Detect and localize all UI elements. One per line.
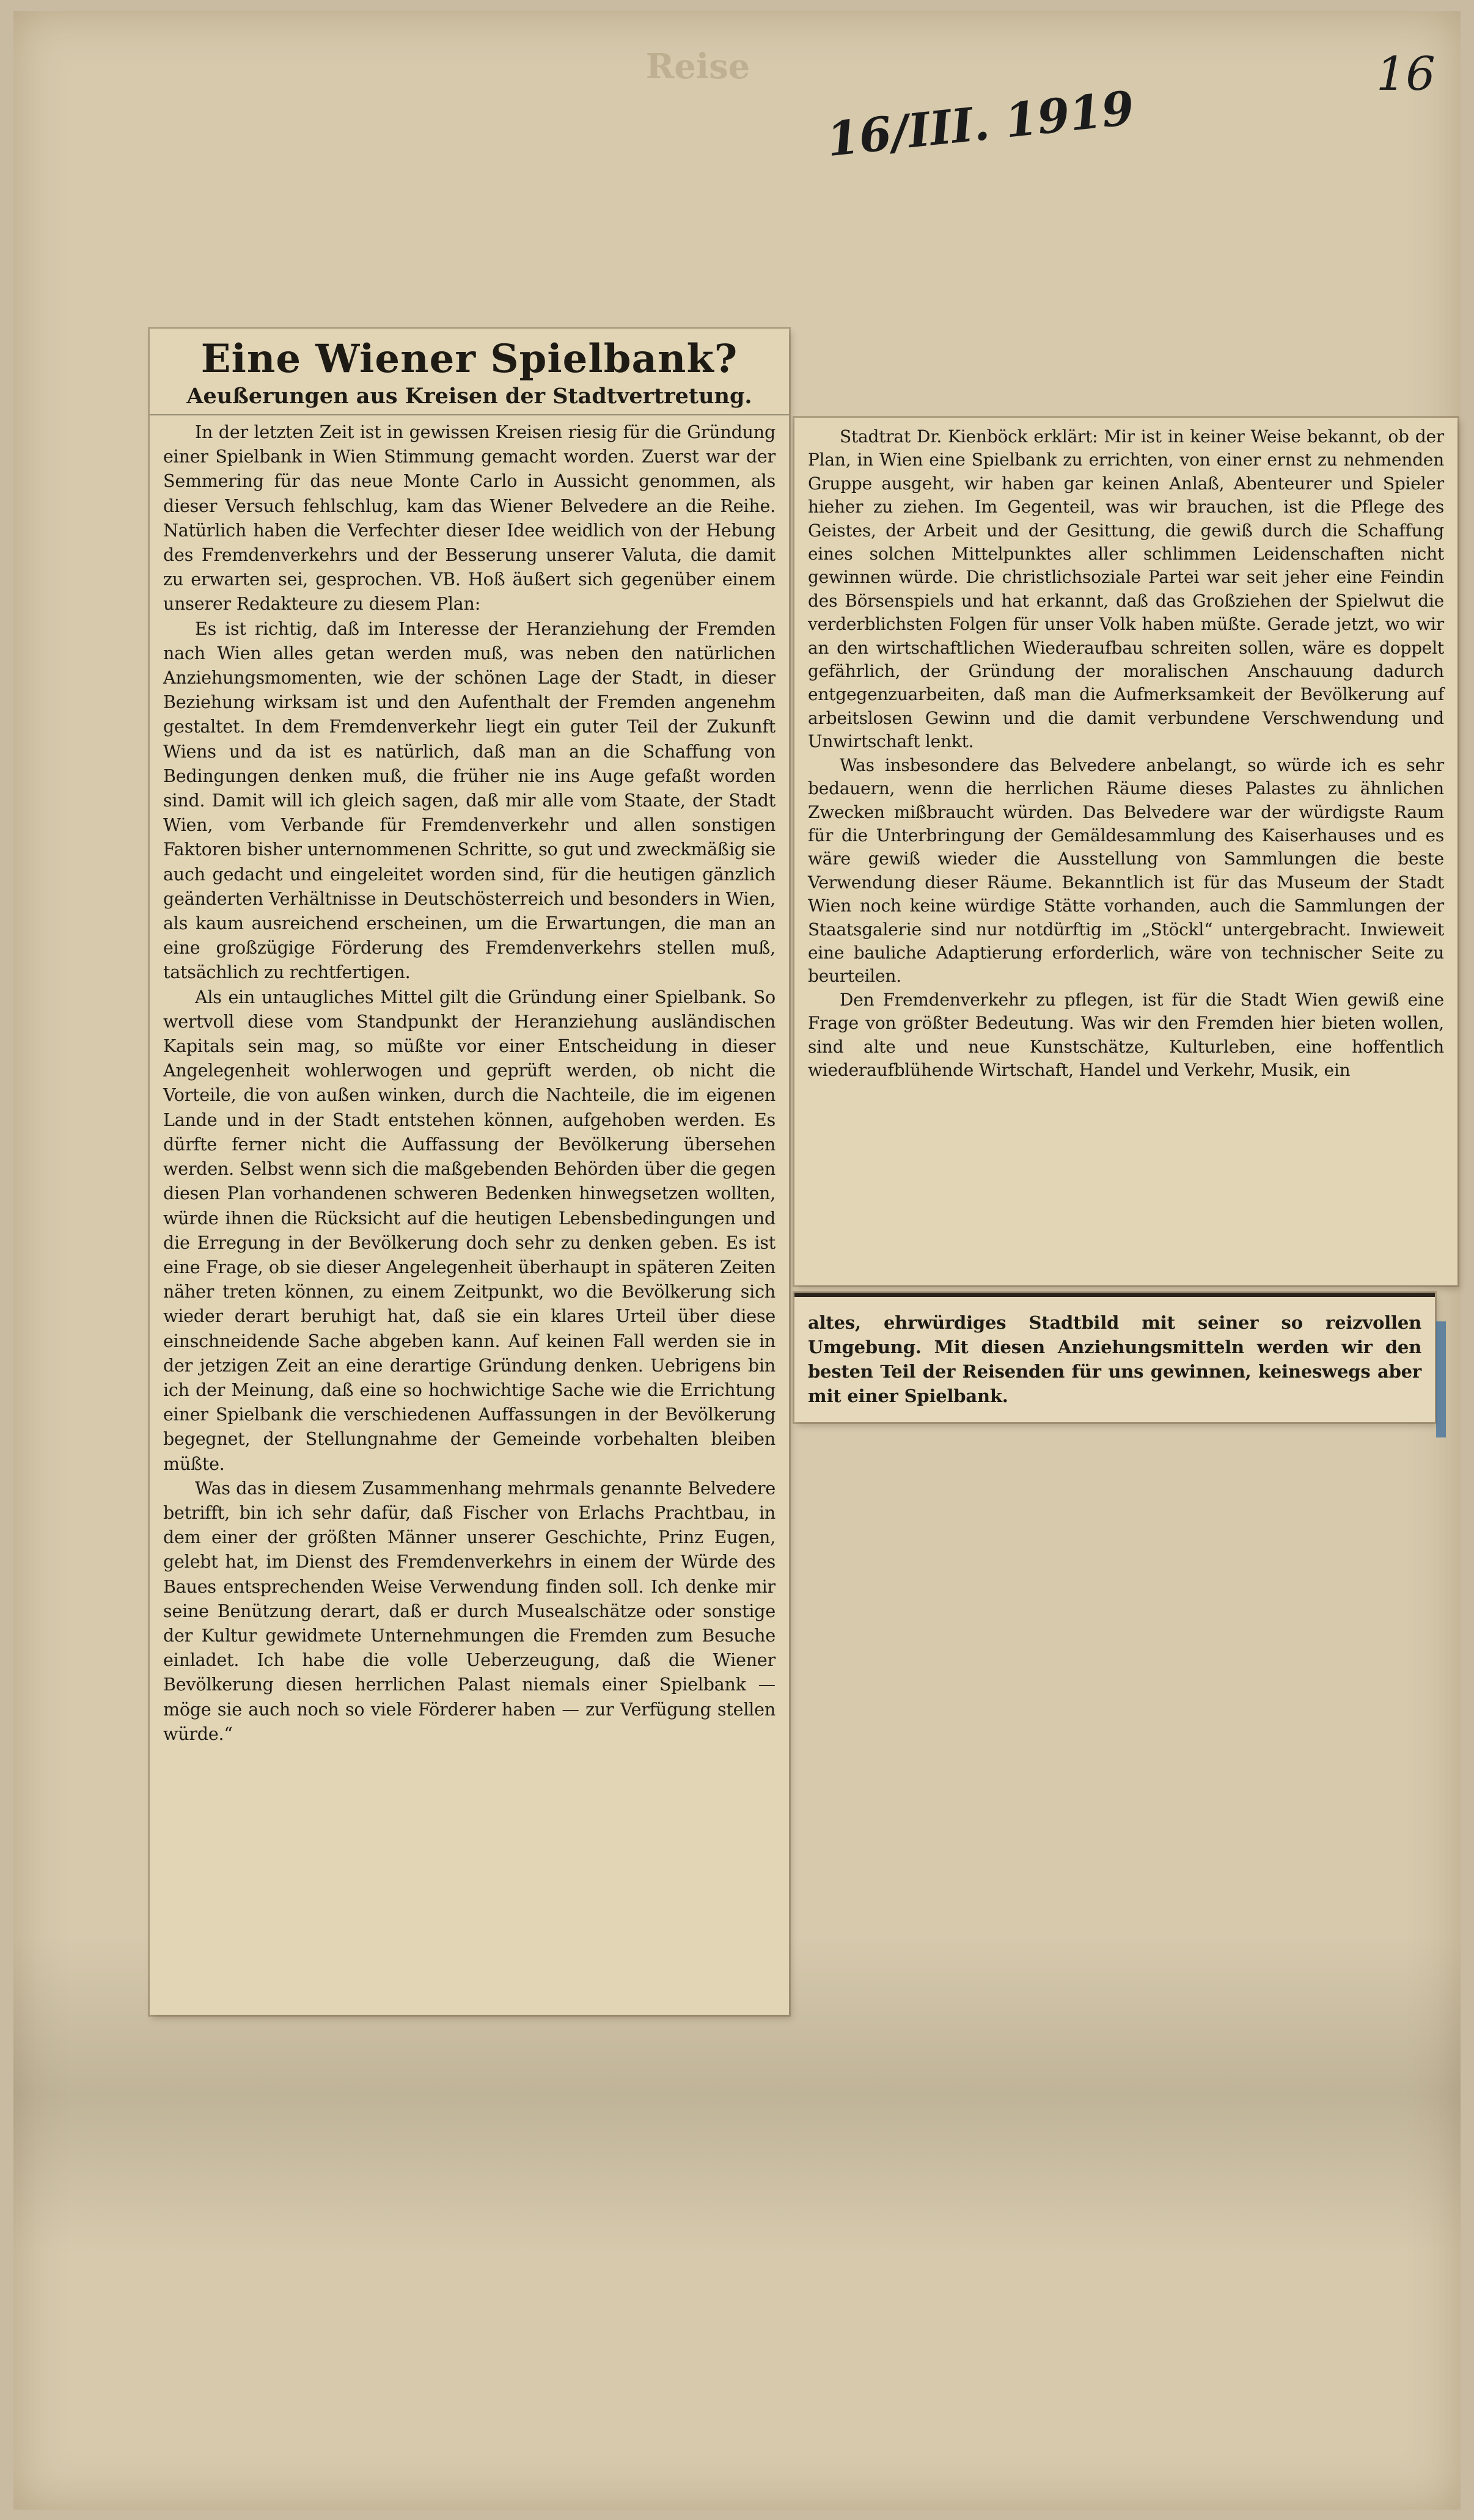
article-body	[150, 415, 789, 1751]
article-subtitle: Aeußerungen aus Kreisen der Stadtvertretung.	[150, 382, 789, 415]
right-paragraph: Was insbesondere das Belvedere anbelangt, so würde ich es sehr bedauern, wenn die herrlichen Räume dieses Palastes zu ähnlichen Zwecken mißbraucht würden. Das Belvedere war der würdigste Raum für die Unterbringung der Gemäldesammlung des Kaiserhauses und es wäre gewiß wieder die Ausstellung von Sammlungen die beste Verwendung dieser Räume. Bekanntlich ist für das Museum der Stadt Wien noch keine würdige Stätte vorhanden, auch die Sammlungen der Staatsgalerie sind nur notdürftig im „Stöckl“ untergebracht. Inwieweit eine bauliche Adaptierung erforderlich, wäre von technischer Seite zu beurteilen.	[808, 754, 1444, 987]
article-paragraph: In der letzten Zeit ist in gewissen Kreisen riesig für die Gründung einer Spielbank in Wien Stimmung gemacht worden. Zuerst war der Semmering für das neue Monte Carlo in Aussicht genommen, als dieser Versuch fehlschlug, kam das Wiener Belvedere an die Reihe. Natürlich haben die Verfechter dieser Idee weidlich von der Hebung des Fremdenverkehrs und der Besserung unserer Valuta, die damit zu erwarten sei, gesprochen. VB. Hoß äußert sich gegenüber einem unserer Redakteure zu diesem Plan:	[163, 422, 776, 615]
article-paragraph: Es ist richtig, daß im Interesse der Heranziehung der Fremden nach Wien alles getan werden muß, was neben den natürlichen Anziehungsmomenten, wie der schönen Lage der Stadt, in dieser Beziehung wirksam ist und den Aufenthalt der Fremden angenehm gestaltet. In dem Fremdenverkehr liegt ein guter Teil der Zukunft Wiens und da ist es natürlich, daß man an die Schaffung von Bedingungen denken muß, die früher nie ins Auge gefaßt worden sind. Damit will ich gleich sagen, daß mir alle vom Staate, der Stadt Wien, vom Verbande für Fremdenverkehr und allen sonstigen Faktoren bisher unternommenen Schritte, so gut und zweckmäßig sie auch gedacht und eingeleitet worden sind, für die heutigen gänzlich geänderten Verhältnisse in Deutschösterreich und besonders in Wien, als kaum ausreichend erscheinen, um die Erwartungen, die man an eine großzügige Förderung des Fremdenverkehrs stellen muß, tatsächlich zu rechtfertigen.	[163, 618, 776, 983]
right-column-body	[794, 418, 1458, 1087]
article-paragraph: Was das in diesem Zusammenhang mehrmals genannte Belvedere betrifft, bin ich sehr dafür, daß Fischer von Erlachs Prachtbau, in dem einer der größten Männer unserer Geschichte, Prinz Eugen, gelebt hat, im Dienst des Fremdenverkehrs in einem der Würde des Baues entsprechenden Weise Verwendung finden soll. Ich denke mir seine Benützung derart, daß er durch Musealschätze oder sonstige der Kultur gewidmete Unternehmungen die Fremden zum Besuche einladet. Ich habe die volle Ueberzeugung, daß die Wiener Bevölkerung diesen herrlichen Palast niemals einer Spielbank — möge sie auch noch so viele Förderer haben — zur Verfügung stellen würde.“	[163, 1478, 776, 1744]
right-paragraph: Den Fremdenverkehr zu pflegen, ist für die Stadt Wien gewiß eine Frage von größter Bedeutung. Was wir den Fremden hier bieten wollen, sind alte und neue Kunstschätze, Kulturleben, eine hoffentlich wiederaufblühende Wirtschaft, Handel und Verkehr, Musik, ein	[808, 989, 1444, 1080]
handwritten-date: 16/III. 1919	[824, 80, 1137, 167]
article-title: Eine Wiener Spielbank?	[200, 336, 738, 382]
article-clipping-left	[150, 329, 789, 2015]
article-clipping-continuation	[794, 1293, 1435, 1422]
handwritten-page-number: 16	[1376, 46, 1436, 101]
article-clipping-right	[794, 418, 1458, 1285]
continuation-paragraph: altes, ehrwürdiges Stadtbild mit seiner so reizvollen Umgebung. Mit diesen Anziehungsmitteln werden wir den besten Teil der Reisenden für uns gewinnen, keineswegs aber mit einer Spielbank.	[808, 1312, 1421, 1406]
article-paragraph: Als ein untaugliches Mittel gilt die Gründung einer Spielbank. So wertvoll diese vom Standpunkt der Heranziehung ausländischen Kapitals sein mag, so müßte vor einer Entscheidung in dieser Angelegenheit wohlerwogen und geprüft werden, ob nicht die Vorteile, die von außen winken, durch die Nachteile, die im eigenen Lande und in der Stadt entstehen können, aufgehoben werden. Es dürfte ferner nicht die Auffassung der Bevölkerung übersehen werden. Selbst wenn sich die maßgebenden Behörden über die gegen diesen Plan vorhandenen schweren Bedenken hinwegsetzen wollten, würde ihnen die Rücksicht auf die heutigen Lebensbedingungen und die Erregung in der Bevölkerung doch sehr zu denken geben. Es ist eine Frage, ob sie dieser Angelegenheit überhaupt in späteren Zeiten näher treten können, zu einem Zeitpunkt, wo die Bevölkerung sich wieder derart beruhigt hat, daß sie ein klares Urteil über diese einschneidende Sache abgeben kann. Auf keinen Fall werden sie in der jetzigen Zeit an eine derartige Gründung denken. Uebrigens bin ich der Meinung, daß eine so hochwichtige Sache wie die Errichtung einer Spielbank die verschiedenen Auffassungen in der Bevölkerung begegnet, der Stellungnahme der Gemeinde vorbehalten bleiben müßte.	[163, 987, 776, 1474]
continuation-body	[794, 1297, 1435, 1413]
faint-header-word: Reise	[645, 46, 750, 87]
right-paragraph: Stadtrat Dr. Kienböck erklärt: Mir ist in keiner Weise bekannt, ob der Plan, in Wien eine Spielbank zu errichten, von einer ernst zu nehmenden Gruppe ausgeht, wir haben gar keinen Anlaß, Abenteurer und Spieler hieher zu ziehen. Im Gegenteil, was wir brauchen, ist die Pflege des Geistes, der Arbeit und der Gesittung, die gewiß durch die Schaffung eines solchen Mittelpunktes aller schlimmen Leidenschaften nicht gewinnen würde. Die christlichsoziale Partei war seit jeher eine Feindin des Börsenspiels und hat erkannt, daß das Großziehen der Spielwut die verderblichsten Folgen für unser Volk haben müßte. Gerade jetzt, wo wir an den wirtschaftlichen Wiederaufbau schreiten sollen, wäre es doppelt gefährlich, der Gründung der moralischen Anschauung dadurch entgegenzuarbeiten, daß man die Aufmerksamkeit der Bevölkerung auf arbeitslosen Gewinn und die damit verbundene Verschwendung und Unwirtschaft lenkt.	[808, 426, 1444, 752]
